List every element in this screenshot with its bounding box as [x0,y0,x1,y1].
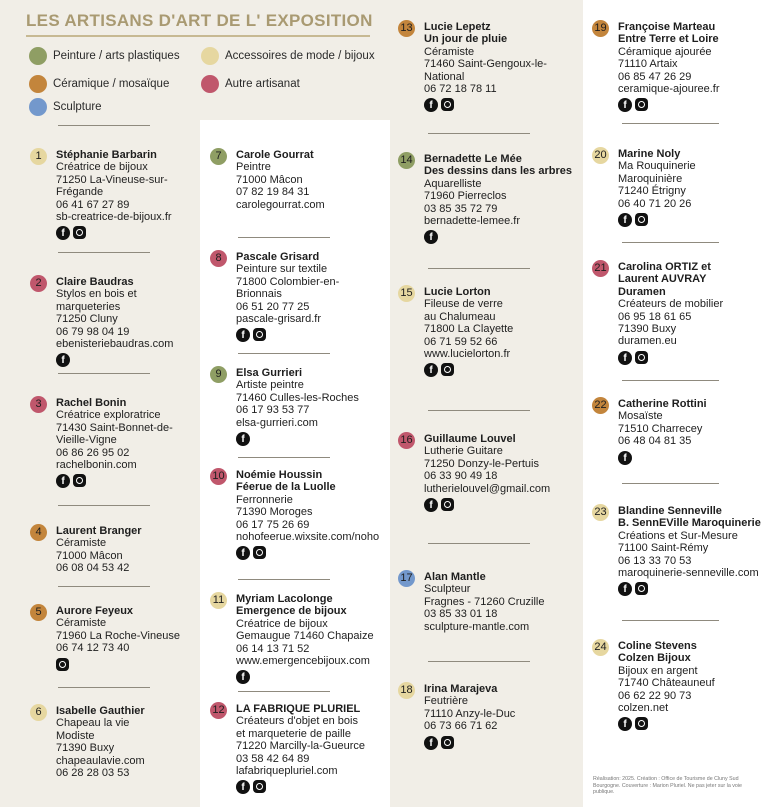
artisan-entry [424,286,513,377]
artisan-info-line: 06 17 75 26 69 [236,518,310,531]
artisan-number-badge: 16 [398,432,415,449]
instagram-icon[interactable] [635,98,648,111]
artisan-number-badge: 17 [398,570,415,587]
artisan-info-line: 06 41 67 27 89 [56,198,130,211]
title-underline [26,35,370,37]
legend-dot [29,47,47,65]
artisan-number-badge: 4 [30,524,47,541]
instagram-icon[interactable] [441,498,454,511]
artisan-name: Stéphanie Barbarin [56,149,157,161]
social-icons [618,582,761,596]
social-icons [56,226,172,240]
artisan-info-line: Artiste peintre [236,379,304,392]
artisan-business-name: Emergence de bijoux [236,605,347,618]
legend-item-sculpture [29,98,102,116]
artisan-name: Alan Mantle [424,571,486,583]
artisan-info-line: 03 85 35 72 79 [424,202,498,215]
website-link[interactable]: lafabriquepluriel.com [236,765,338,778]
artisan-info-line: Feutrière [424,695,469,708]
instagram-icon[interactable] [253,546,266,559]
artisan-business-name: Féerue de la Luolle [236,481,336,494]
artisan-number-badge: 23 [592,504,609,521]
artisan-name: Coline Stevens [618,640,697,652]
artisan-name: Carole Gourrat [236,149,314,161]
artisan-name: Elsa Gurrieri [236,367,303,379]
artisan-name: Marine Noly [618,148,681,160]
artisan-info-line: Créateurs d'objet en bois [236,715,358,728]
instagram-icon[interactable] [441,98,454,111]
artisan-entry [618,21,720,112]
social-icons [236,670,374,684]
artisan-info-line: 03 85 33 01 18 [424,608,498,621]
artisan-entry [236,703,365,794]
artisan-info-line: 06 86 26 95 02 [56,446,130,459]
artisan-info-line: 06 13 33 70 53 [618,554,692,567]
artisan-info-line: 06 17 93 53 77 [236,404,310,417]
separator-line [428,268,530,269]
artisan-info-line: 06 14 13 71 52 [236,642,310,655]
artisan-number-badge: 19 [592,20,609,37]
artisan-info-line: Gemaugue 71460 Chapaize [236,630,374,643]
artisan-info-line: 06 74 12 73 40 [56,642,130,655]
separator-line [238,237,330,238]
artisan-name: Guillaume Louvel [424,433,516,445]
artisan-info-line: 07 82 19 84 31 [236,186,310,199]
artisan-info-line: 71460 Culles-les-Roches [236,391,359,404]
website-link[interactable]: lutherielouvel@gmail.com [424,482,551,495]
social-icons [424,363,513,377]
artisan-info-line: Peinture sur textile [236,263,328,276]
artisan-name: Laurent Branger [56,525,142,537]
artisan-number-badge: 9 [210,366,227,383]
artisan-business-name: Laurent AUVRAY [618,273,707,286]
artisan-business-name: Entre Terre et Loire [618,33,719,46]
artisan-info-line: Créations et Sur-Mesure [618,529,738,542]
artisan-business-name: Des dessins dans les arbres [424,165,572,178]
website-link[interactable]: rachelbonin.com [56,459,137,472]
separator-line [238,353,330,354]
artisan-number-badge: 13 [398,20,415,37]
artisan-info-line: 71960 La Roche-Vineuse [56,629,180,642]
artisan-info-line: 06 73 66 71 62 [424,720,498,733]
facebook-icon[interactable]: f [618,213,632,227]
artisan-number-badge: 24 [592,639,609,656]
separator-line [58,687,150,688]
instagram-icon[interactable] [635,582,648,595]
website-link[interactable]: www.emergencebijoux.com [236,655,370,668]
artisan-info-line: Stylos en bois et [56,288,137,301]
social-icons [424,230,572,244]
artisan-info-line: 06 85 47 26 29 [618,70,692,83]
instagram-icon[interactable] [56,658,69,671]
legend-label: Accessoires de mode / bijoux [225,50,375,62]
artisan-info-line: Modiste [56,729,95,742]
website-link[interactable]: duramen.eu [618,335,677,348]
artisan-info-line: Sculpteur [424,583,471,596]
facebook-icon[interactable]: f [236,328,250,342]
artisan-info-line: Peintre [236,161,271,174]
artisan-name: Lucie Lepetz [424,21,491,33]
instagram-icon[interactable] [73,474,86,487]
separator-line [428,410,530,411]
artisan-entry [56,149,172,240]
artisan-entry [236,149,325,211]
artisan-info-line: 71430 Saint-Bonnet-de- [56,421,173,434]
website-link[interactable]: sculpture-mantle.com [424,620,530,633]
legend-label: Peinture / arts plastiques [53,50,180,62]
separator-line [238,579,330,580]
artisan-entry [236,251,339,342]
artisan-entry [424,683,515,750]
artisan-info-line: 06 71 59 52 66 [424,335,498,348]
artisan-info-line: Céramiste [56,617,107,630]
artisan-info-line: 71390 Moroges [236,506,313,519]
social-icons [424,736,515,750]
artisan-info-line: 06 28 28 03 53 [56,767,130,780]
artisan-number-badge: 1 [30,148,47,165]
social-icons [424,498,550,512]
artisan-info-line: Créateurs de mobilier [618,298,724,311]
artisan-info-line: National [424,70,465,83]
facebook-icon[interactable]: f [424,498,438,512]
legend-dot [201,47,219,65]
instagram-icon[interactable] [635,351,648,364]
artisan-info-line: 71390 Buxy [56,742,115,755]
artisan-number-badge: 7 [210,148,227,165]
artisan-info-line: Céramiste [424,45,475,58]
artisan-info-line: Créatrice de bijoux [56,161,148,174]
artisan-info-line: 71100 Saint-Rémy [618,542,709,555]
website-link[interactable]: nohofeerue.wixsite.com/noho [236,531,380,544]
social-icons [56,474,173,488]
website-link[interactable]: carolegourrat.com [236,198,325,211]
artisan-name: Lucie Lorton [424,286,491,298]
separator-line [238,457,330,458]
website-link[interactable]: ebenisteriebaudras.com [56,338,174,351]
artisan-info-line: 71960 Pierreclos [424,190,507,203]
facebook-icon[interactable]: f [236,780,250,794]
facebook-icon[interactable]: f [618,717,632,731]
artisan-business-name: Un jour de pluie [424,33,508,46]
artisan-info-line: 71250 Donzy-le-Pertuis [424,457,539,470]
website-link[interactable]: pascale-grisard.fr [236,313,321,326]
artisan-name: Pascale Grisard [236,251,320,263]
facebook-icon[interactable]: f [56,226,70,240]
separator-line [238,691,330,692]
artisan-entry [424,571,544,633]
artisan-info-line: Lutherie Guitare [424,445,503,458]
artisan-number-badge: 11 [210,592,227,609]
artisan-name: Françoise Marteau [618,21,716,33]
artisan-name: Noémie Houssin [236,469,323,481]
artisan-info-line: 71740 Châteauneuf [618,677,715,690]
artisan-info-line: 06 33 90 49 18 [424,470,498,483]
facebook-icon[interactable]: f [424,363,438,377]
artisan-info-line: 03 58 42 64 89 [236,752,310,765]
legend-dot [29,75,47,93]
facebook-icon[interactable]: f [236,432,250,446]
artisan-info-line: 71000 Mâcon [236,173,303,186]
artisan-info-line: 71460 Saint-Gengoux-le- [424,58,547,71]
artisan-entry [56,525,142,575]
artisan-entry [56,705,145,779]
website-link[interactable]: bernadette-lemee.fr [424,215,520,228]
artisan-number-badge: 22 [592,397,609,414]
legend-dot [201,75,219,93]
separator-line [622,123,719,124]
instagram-icon[interactable] [441,363,454,376]
artisan-business-name: B. SennEVille Maroquinerie [618,517,761,530]
artisan-number-badge: 3 [30,396,47,413]
artisan-entry [56,276,173,367]
artisan-info-line: Ma Rouquinerie [618,160,696,173]
artisan-info-line: Aquarelliste [424,177,482,190]
artisan-business-name: Colzen Bijoux [618,652,691,665]
instagram-icon[interactable] [635,213,648,226]
artisan-name: Blandine Senneville [618,505,722,517]
artisan-info-line: 71110 Artaix [618,58,678,71]
facebook-icon[interactable]: f [56,353,70,367]
artisan-name: Rachel Bonin [56,397,127,409]
separator-line [58,586,150,587]
artisan-name: Aurore Feyeux [56,605,134,617]
separator-line [622,242,719,243]
facebook-icon[interactable]: f [618,98,632,112]
legend-dot [29,98,47,116]
social-icons [618,451,707,465]
artisan-name: Irina Marajeva [424,683,498,695]
artisan-info-line: Bijoux en argent [618,664,698,677]
artisan-info-line: 71510 Charrecey [618,422,703,435]
artisan-info-line: Créatrice de bijoux [236,617,328,630]
artisan-info-line: Frégande [56,186,104,199]
artisan-number-badge: 21 [592,260,609,277]
separator-line [58,252,150,253]
artisan-number-badge: 18 [398,682,415,699]
social-icons [618,717,715,731]
artisan-info-line: Maroquinière [618,172,683,185]
artisan-entry [618,148,696,227]
website-link[interactable]: chapeaulavie.com [56,754,145,767]
artisan-info-line: Fragnes - 71260 Cruzille [424,595,545,608]
artisan-info-line: 06 62 22 90 73 [618,689,692,702]
artisan-entry [56,605,180,671]
separator-line [428,133,530,134]
legend-label: Autre artisanat [225,78,300,90]
artisan-info-line: 71390 Buxy [618,323,677,336]
social-icons [618,213,696,227]
artisan-number-badge: 5 [30,604,47,621]
artisan-entry [618,640,715,731]
social-icons [236,780,365,794]
legend-item-ceramique [29,75,169,93]
artisan-number-badge: 2 [30,275,47,292]
artisan-info-line: Chapeau la vie [56,717,130,730]
social-icons [424,98,547,112]
facebook-icon[interactable]: f [56,474,70,488]
artisan-info-line: 06 48 04 81 35 [618,435,692,448]
website-link[interactable]: sb-creatrice-de-bijoux.fr [56,211,172,224]
separator-line [428,543,530,544]
artisan-entry [424,21,547,112]
artisan-entry [424,433,550,512]
credits: Réalisation: 2025. Création : Office de Tourisme de Cluny Sud Bourgogne. Couverture : Marion Pluriel. Ne pas jeter sur la voie publique. [593,776,742,795]
instagram-icon[interactable] [253,328,266,341]
artisan-entry [236,469,379,560]
artisan-info-line: 71250 Cluny [56,313,118,326]
artisan-entry [236,593,374,684]
facebook-icon[interactable]: f [236,670,250,684]
artisan-business-name: Duramen [618,285,666,298]
social-icons [236,432,359,446]
artisan-info-line: 71250 La-Vineuse-sur- [56,173,168,186]
artisan-info-line: Brionnais [236,288,282,301]
artisan-name: Bernadette Le Mée [424,153,522,165]
artisan-number-badge: 14 [398,152,415,169]
facebook-icon[interactable]: f [618,451,632,465]
website-link[interactable]: ceramique-ajouree.fr [618,83,720,96]
artisan-number-badge: 15 [398,285,415,302]
artisan-name: Claire Baudras [56,276,134,288]
instagram-icon[interactable] [441,736,454,749]
artisan-entry [618,261,723,365]
artisan-name: Myriam Lacolonge [236,593,333,605]
artisan-info-line: 06 79 98 04 19 [56,325,130,338]
separator-line [428,661,530,662]
artisan-info-line: et marqueterie de paille [236,727,351,740]
artisan-entry [236,367,359,446]
social-icons [236,546,379,560]
legend-label: Céramique / mosaïque [53,78,170,90]
artisan-info-line: 71800 La Clayette [424,323,514,336]
artisan-number-badge: 10 [210,468,227,485]
legend-item-peinture [29,47,180,65]
artisan-name: Catherine Rottini [618,398,707,410]
artisan-number-badge: 6 [30,704,47,721]
separator-line [58,125,150,126]
artisan-info-line: 06 72 18 78 11 [424,83,497,96]
artisan-info-line: Ferronnerie [236,493,293,506]
separator-line [58,373,150,374]
legend-item-autre [201,75,300,93]
artisan-info-line: 71220 Marcilly-la-Gueurce [236,740,365,753]
website-link[interactable]: colzen.net [618,702,669,715]
instagram-icon[interactable] [635,717,648,730]
artisan-entry [618,505,761,596]
website-link[interactable]: www.lucielorton.fr [424,348,511,361]
separator-line [622,620,719,621]
facebook-icon[interactable]: f [618,351,632,365]
artisan-info-line: 71000 Mâcon [56,549,123,562]
artisan-entry [424,153,572,244]
artisan-info-line: Vieille-Vigne [56,434,117,447]
artisan-info-line: 71110 Anzy-le-Duc [424,707,516,720]
artisan-number-badge: 20 [592,147,609,164]
legend-item-accessoires [201,47,375,65]
artisan-entry [56,397,173,488]
social-icons [56,658,180,671]
social-icons [56,353,173,367]
artisan-info-line: marqueteries [56,300,121,313]
separator-line [622,483,719,484]
artisan-info-line: 71240 Étrigny [618,185,686,198]
facebook-icon[interactable]: f [618,582,632,596]
artisan-number-badge: 8 [210,250,227,267]
artisan-info-line: 06 51 20 77 25 [236,300,310,313]
instagram-icon[interactable] [73,226,86,239]
website-link[interactable]: maroquinerie-senneville.com [618,567,759,580]
artisan-info-line: 06 08 04 53 42 [56,562,130,575]
page-title: LES ARTISANS D'ART DE L' EXPOSITION [26,11,373,30]
artisan-info-line: Fileuse de verre [424,298,503,311]
separator-line [622,380,719,381]
artisan-info-line: 06 40 71 20 26 [618,197,692,210]
artisan-info-line: au Chalumeau [424,310,496,323]
artisan-name: LA FABRIQUE PLURIEL [236,703,361,715]
social-icons [618,351,723,365]
website-link[interactable]: elsa-gurrieri.com [236,416,318,429]
facebook-icon[interactable]: f [424,736,438,750]
facebook-icon[interactable]: f [424,230,438,244]
social-icons [618,98,720,112]
artisan-info-line: 06 95 18 61 65 [618,310,692,323]
artisan-number-badge: 12 [210,702,227,719]
artisan-info-line: Céramiste [56,537,107,550]
artisan-info-line: 71800 Colombier-en- [236,275,340,288]
facebook-icon[interactable]: f [236,546,250,560]
artisan-info-line: Mosaïste [618,410,663,423]
artisan-entry [618,398,707,465]
facebook-icon[interactable]: f [424,98,438,112]
artisan-name: Carolina ORTIZ et [618,261,711,273]
social-icons [236,328,339,342]
artisan-name: Isabelle Gauthier [56,705,145,717]
artisan-info-line: Céramique ajourée [618,45,712,58]
artisan-info-line: Créatrice exploratrice [56,409,161,422]
legend-label: Sculpture [53,101,102,113]
instagram-icon[interactable] [253,780,266,793]
separator-line [58,505,150,506]
